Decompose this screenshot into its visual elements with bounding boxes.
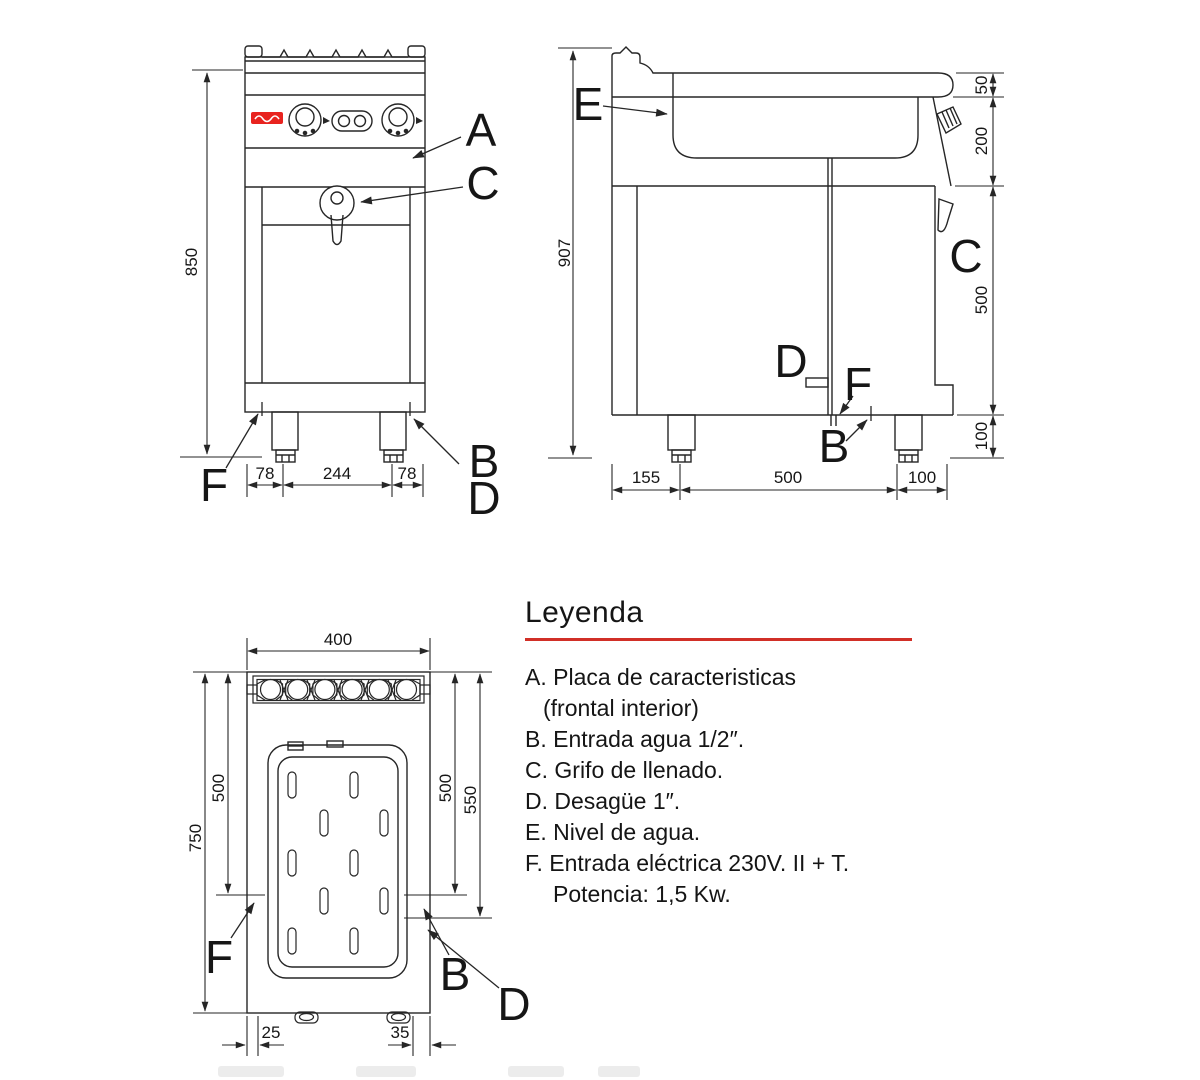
front-dim-bottom-right: 78	[397, 464, 417, 483]
top-callout-b: B	[439, 948, 471, 1000]
front-callout-d: D	[467, 472, 501, 524]
legend-title: Leyenda	[525, 596, 644, 629]
brand-logo	[251, 112, 283, 124]
front-legs	[272, 412, 406, 462]
tank-plan	[268, 741, 407, 978]
side-dim-bottom-right: 100	[907, 468, 937, 487]
front-view	[180, 46, 501, 524]
legend-item-f: F. Entrada eléctrica 230V. II + T.	[525, 850, 850, 876]
front-callout-b: B	[468, 435, 500, 487]
side-dim-bottom-left: 155	[631, 468, 661, 487]
front-body	[245, 46, 425, 412]
top-body	[247, 672, 430, 1023]
grate-cells	[257, 680, 420, 701]
side-view	[548, 47, 1004, 500]
front-callout-a: A	[465, 104, 497, 156]
side-callout-b: B	[818, 420, 850, 472]
top-dim-bottom-right: 35	[390, 1023, 410, 1042]
legend-item-c: C. Grifo de llenado.	[525, 757, 724, 783]
front-dimensions	[180, 70, 423, 497]
front-dim-height: 850	[182, 247, 201, 277]
top-dim-left-inner: 500	[209, 773, 228, 803]
side-dim-legs: 100	[972, 421, 991, 451]
side-dim-tank-depth: 200	[972, 126, 991, 156]
top-callout-f: F	[204, 931, 234, 983]
legend-item-b: B. Entrada agua 1/2″.	[525, 726, 745, 752]
top-dim-width: 400	[323, 630, 353, 649]
front-dim-bottom-center: 244	[322, 464, 352, 483]
side-callout-e: E	[572, 78, 604, 130]
legend	[525, 597, 945, 910]
side-legs	[668, 415, 922, 462]
side-dim-rim: 50	[972, 75, 991, 95]
drain-pipe	[806, 158, 832, 415]
top-dim-right-inner: 500	[436, 773, 455, 803]
side-dim-body: 500	[972, 285, 991, 315]
front-callout-f: F	[199, 459, 229, 511]
drain-slots	[288, 772, 388, 954]
side-body	[612, 47, 961, 462]
faded-bottom-mark	[356, 1066, 416, 1077]
legend-item-e: E. Nivel de agua.	[525, 819, 701, 845]
side-callouts	[603, 106, 871, 441]
top-dim-left-outer: 750	[186, 823, 205, 853]
grate-strip	[247, 676, 430, 703]
top-dim-bottom-left: 25	[261, 1023, 281, 1042]
front-callout-c: C	[466, 157, 500, 209]
indicator-plate	[332, 111, 372, 131]
side-dim-height: 907	[555, 238, 574, 268]
legend-item-d: D. Desagüe 1″.	[525, 788, 681, 814]
side-callout-f: F	[843, 358, 873, 410]
side-dim-bottom-center: 500	[773, 468, 803, 487]
legend-item-a: A. Placa de caracteristicas	[525, 664, 797, 690]
top-view	[186, 630, 531, 1056]
side-callout-c: C	[949, 230, 983, 282]
front-dim-bottom-left: 78	[255, 464, 275, 483]
top-dim-right-outer: 550	[461, 785, 480, 815]
faded-bottom-mark	[508, 1066, 564, 1077]
knob-left-icon	[289, 104, 330, 136]
fill-tap-front	[320, 186, 354, 245]
faded-bottom-mark	[598, 1066, 640, 1077]
top-callout-d: D	[497, 978, 531, 1030]
legend-item-a-note: (frontal interior)	[543, 695, 699, 721]
fill-tap-side	[938, 199, 953, 232]
knob-right-icon	[382, 104, 423, 136]
legend-rule	[525, 638, 912, 641]
side-callout-d: D	[774, 335, 808, 387]
legend-item-f-note: Potencia: 1,5 Kw.	[553, 881, 731, 907]
front-control-panel	[251, 104, 423, 136]
faded-bottom-mark	[218, 1066, 284, 1077]
side-knob-icon	[937, 107, 961, 133]
